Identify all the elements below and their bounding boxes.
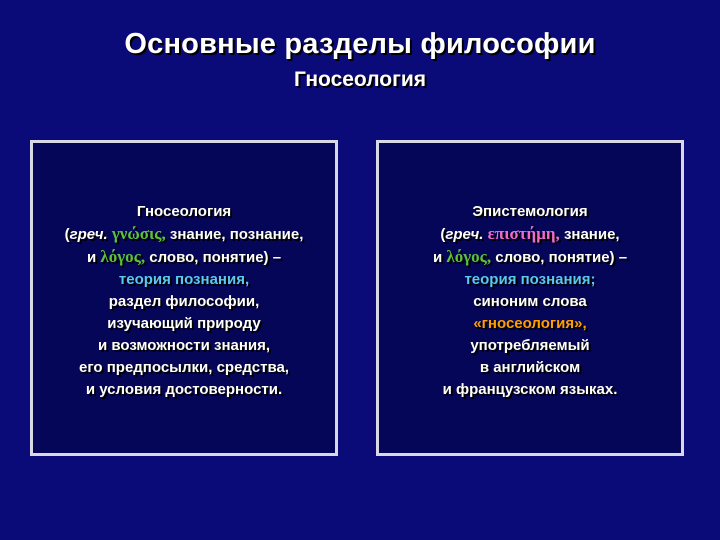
gnoseology-heading: Гносеология <box>136 203 232 220</box>
definition-line: и французском языках. <box>442 381 618 398</box>
greek-word-episteme: επιστήμη, <box>487 224 560 243</box>
epistemology-logos-line <box>379 246 681 269</box>
theory-of-knowledge: теория познания; <box>464 271 596 288</box>
slide-subtitle: Гносеология <box>293 68 427 91</box>
epistemology-content <box>379 201 681 401</box>
definition-line: и условия достоверности. <box>85 381 283 398</box>
epistemology-etymology <box>379 223 681 246</box>
definition-line: изучающий природу <box>107 315 261 332</box>
slide-title: Основные разделы философии <box>124 28 596 60</box>
and-word: и <box>86 249 97 266</box>
synonym-line: синоним слова <box>473 293 587 310</box>
gnoseology-content <box>33 201 335 401</box>
definition-line: употребляемый <box>470 337 590 354</box>
grech-label: греч. <box>445 226 484 243</box>
greek-word-gnosis: γνώσις, <box>111 224 166 243</box>
definition-line: раздел философии, <box>108 293 260 310</box>
gnoseology-panel <box>30 140 338 456</box>
greek-word-logos: λόγος, <box>100 247 146 266</box>
and-word: и <box>432 249 443 266</box>
epistemology-heading: Эпистемология <box>472 203 588 220</box>
logos-meaning: слово, понятие) – <box>149 249 282 266</box>
gnosis-meaning: знание, познание, <box>169 226 304 243</box>
definition-line: его предпосылки, средства, <box>79 359 289 376</box>
episteme-meaning: знание, <box>563 226 620 243</box>
gnoseology-etymology <box>33 223 335 246</box>
definition-line: в английском <box>479 359 581 376</box>
definition-line: и возможности знания, <box>97 337 271 354</box>
gnoseology-logos-line <box>33 246 335 269</box>
logos-meaning: слово, понятие) – <box>495 249 628 266</box>
grech-label: греч. <box>69 226 108 243</box>
gnoseology-term: «гносеология», <box>473 315 587 332</box>
open-paren: ( <box>440 226 446 243</box>
greek-word-logos: λόγος, <box>446 247 492 266</box>
theory-of-knowledge: теория познания, <box>118 271 250 288</box>
open-paren: ( <box>64 226 70 243</box>
epistemology-panel <box>376 140 684 456</box>
